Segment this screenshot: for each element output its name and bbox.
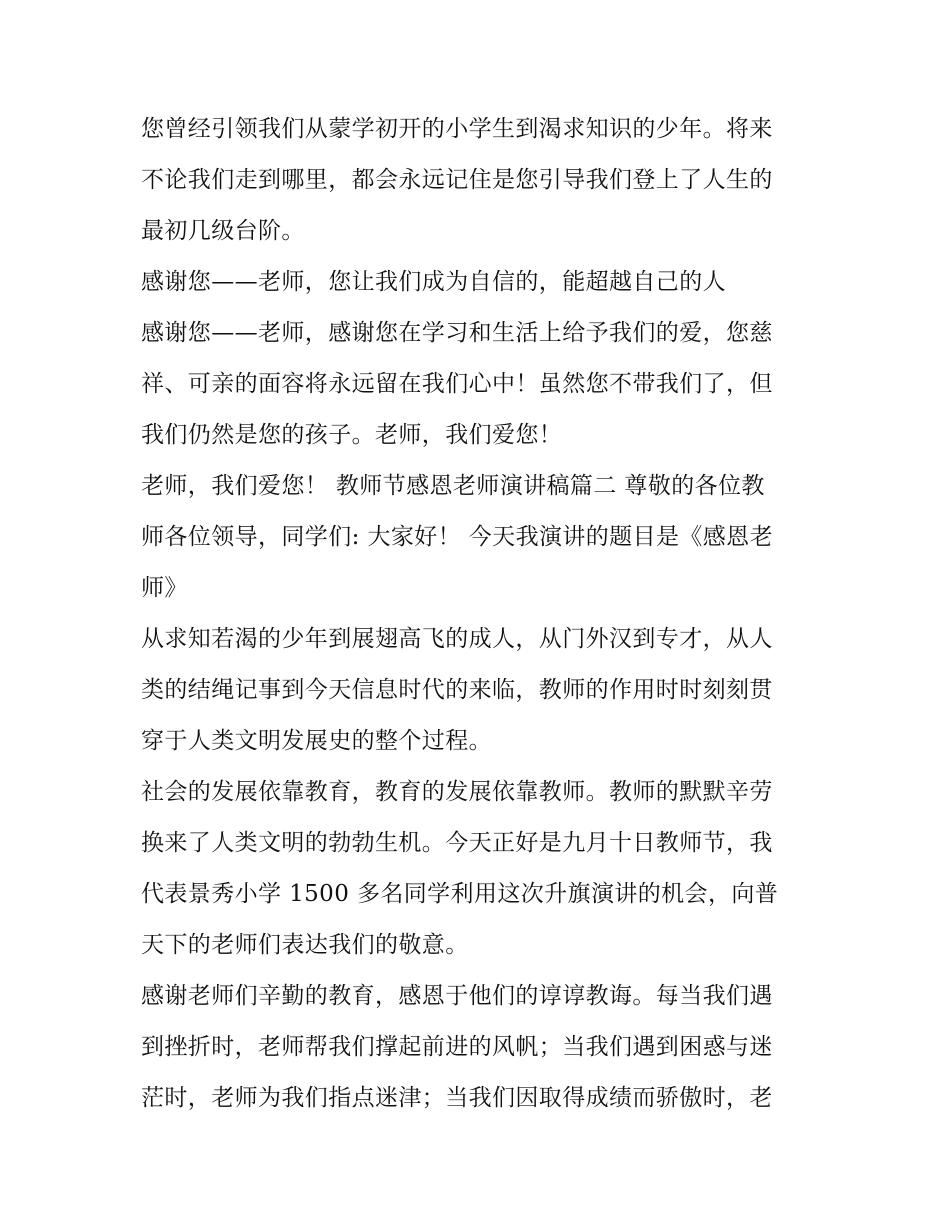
text-line: 换来了人类文明的勃勃生机。今天正好是九月十日教师节，我 [141,830,773,856]
text-line: 代表景秀小学 1500 多名同学利用这次升旗演讲的机会，向普 [141,881,779,907]
text-line: 师》 [141,575,188,601]
text-line: 感谢您——老师，感谢您在学习和生活上给予我们的爱，您慈 [141,320,773,346]
text-line: 感谢老师们辛勤的教育，感恩于他们的谆谆教诲。每当我们遇 [141,983,773,1009]
body-text [141,104,816,1124]
text-line: 不论我们走到哪里，都会永远记住是您引导我们登上了人生的 [141,167,773,193]
text-line: 最初几级台阶。 [141,218,305,244]
text-line: 穿于人类文明发展史的整个过程。 [141,728,492,754]
text-line: 茫时，老师为我们指点迷津；当我们因取得成绩而骄傲时，老 [141,1085,773,1111]
text-line: 感谢您——老师，您让我们成为自信的，能超越自己的人 [141,269,726,295]
text-line: 从求知若渴的少年到展翅高飞的成人，从门外汉到专才，从人 [141,626,773,652]
text-line: 我们仍然是您的孩子。老师，我们爱您！ [141,422,563,448]
text-line: 天下的老师们表达我们的敬意。 [141,932,469,958]
text-line: 到挫折时，老师帮我们撑起前进的风帆；当我们遇到困惑与迷 [141,1034,773,1060]
text-line: 师各位领导，同学们: 大家好！ 今天我演讲的题目是《感恩老 [141,524,773,550]
text-line: 祥、可亲的面容将永远留在我们心中！虽然您不带我们了，但 [141,371,773,397]
text-line: 您曾经引领我们从蒙学初开的小学生到渴求知识的少年。将来 [141,116,773,142]
text-line: 社会的发展依靠教育，教育的发展依靠教师。教师的默默辛劳 [141,779,773,805]
text-line: 类的结绳记事到今天信息时代的来临，教师的作用时时刻刻贯 [141,677,773,703]
text-line: 老师，我们爱您！ 教师节感恩老师演讲稿篇二 尊敬的各位教 [141,473,765,499]
